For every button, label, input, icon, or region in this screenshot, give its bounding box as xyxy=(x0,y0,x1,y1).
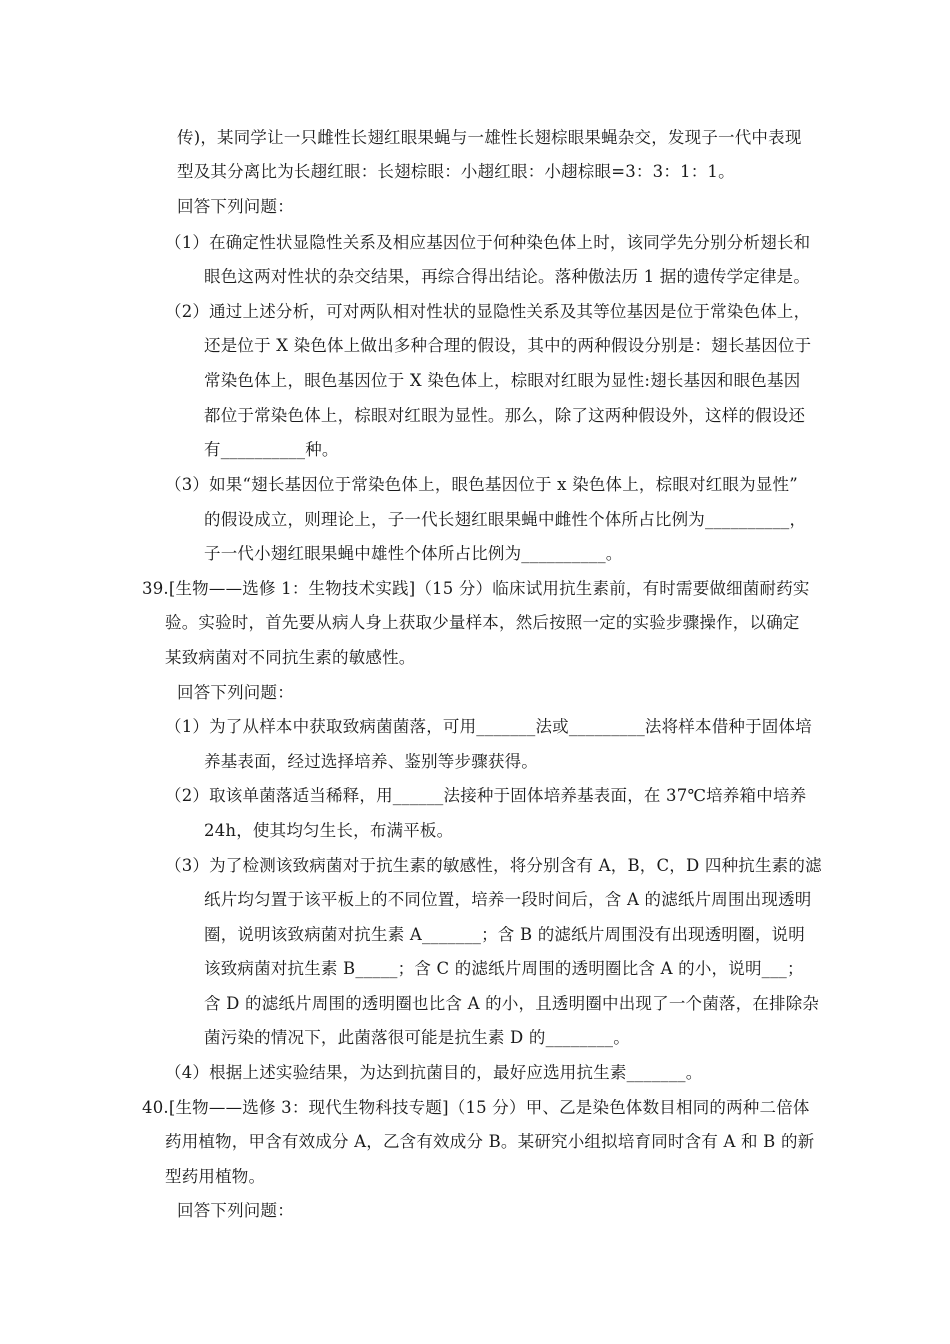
q40-prompt: 回答下列问题： xyxy=(177,1201,294,1220)
q40-intro-line-1: 40.[生物——选修 3：现代生物科技专题]（15 分）甲、乙是染色体数目相同的两种二倍体 xyxy=(142,1098,810,1117)
q39-sub4-line-1: （4）根据上述实验结果，为达到抗菌目的，最好应选用抗生素_______。 xyxy=(165,1063,703,1082)
q38-sub2-line-4: 都位于常染色体上，棕眼对红眼为显性。那么，除了这两种假设外，这样的假设还 xyxy=(204,406,806,425)
q40-intro-line-2: 药用植物，甲含有效成分 A，乙含有效成分 B。某研究小组拟培育同时含有 A 和 B 的新 xyxy=(165,1132,815,1151)
q38-sub2-line-5: 有__________种。 xyxy=(204,440,339,459)
q39-sub2-line-2: 24h，使其均匀生长，布满平板。 xyxy=(204,821,454,840)
q39-sub2-line-1: （2）取该单菌落适当稀释，用______法接种于固体培养基表面，在 37℃培养箱中培养 xyxy=(165,786,807,805)
q38-sub2-line-2: 还是位于 X 染色体上做出多种合理的假设，其中的两种假设分别是：翅长基因位于 xyxy=(204,336,812,355)
q39-sub3-line-6: 菌污染的情况下，此菌落很可能是抗生素 D 的________。 xyxy=(204,1028,630,1047)
q38-sub1-line-1: （1）在确定性状显隐性关系及相应基因位于何种染色体上时，该同学先分别分析翅长和 xyxy=(165,233,811,252)
q38-sub3-line-1: （3）如果“翅长基因位于常染色体上，眼色基因位于 x 染色体上，棕眼对红眼为显性” xyxy=(165,475,798,494)
q39-intro-line-1: 39.[生物——选修 1：生物技术实践]（15 分）临床试用抗生素前，有时需要做细菌耐药实 xyxy=(142,579,810,598)
q39-sub3-line-2: 纸片均匀置于该平板上的不同位置，培养一段时间后，含 A 的滤纸片周围出现透明 xyxy=(204,890,812,909)
q38-intro-line-2: 型及其分离比为长趐红眼：长翅棕眼：小趐红眼：小趐棕眼=3：3：1：1。 xyxy=(177,162,735,181)
q38-sub2-line-3: 常染色体上，眼色基因位于 X 染色体上，棕眼对红眼为显性:翅长基因和眼色基因 xyxy=(204,371,801,390)
q38-intro-line-1: 传)，某同学让一只雌性长翅红眼果蝇与一雄性长翅棕眼果蝇杂交，发现子一代中表现 xyxy=(177,128,802,147)
q40-intro-line-3: 型药用植物。 xyxy=(165,1167,266,1186)
q39-sub3-line-4: 该致病菌对抗生素 B_____；含 C 的滤纸片周围的透明圈比含 A 的小，说明___； xyxy=(204,959,804,978)
q39-intro-line-2: 验。实验时，首先要从病人身上获取少量样本，然后按照一定的实验步骤操作，以确定 xyxy=(165,613,800,632)
q38-sub3-line-3: 子一代小翅红眼果蝇中雄性个体所占比例为__________。 xyxy=(204,544,623,563)
q39-sub1-line-2: 养基表面，经过选择培养、鉴别等步骤获得。 xyxy=(204,752,538,771)
q38-sub1-line-2: 眼色这两对性状的杂交结果，再综合得出结论。落种傲法历 1 据的遗传学定律是。 xyxy=(204,267,811,286)
q39-sub1-line-1: （1）为了从样本中获取致病菌菌落，可用_______法或_________法将样本借种于固体培 xyxy=(165,717,812,736)
q39-sub3-line-5: 含 D 的滤纸片周围的透明圈也比含 A 的小，且透明圈中出现了一个菌落，在排除杂 xyxy=(204,994,820,1013)
q39-intro-line-3: 某致病菌对不同抗生素的敏感性。 xyxy=(165,648,416,667)
q38-prompt: 回答下列问题： xyxy=(177,197,294,216)
q39-sub3-line-1: （3）为了检测该致病菌对于抗生素的敏感性，将分别含有 A，B，C，D 四种抗生素的滤 xyxy=(165,856,822,875)
q39-prompt: 回答下列问题： xyxy=(177,683,294,702)
q38-sub3-line-2: 的假设成立，则理论上，子一代长翅红眼果蝇中雌性个体所占比例为__________， xyxy=(204,510,807,529)
q38-sub2-line-1: （2）通过上述分析，可对两队相对性状的显隐性关系及其等位基因是位于常染色体上， xyxy=(165,302,811,321)
q39-sub3-line-3: 圈，说明该致病菌对抗生素 A_______；含 B 的滤纸片周围没有出现透明圈，说明 xyxy=(204,925,805,944)
